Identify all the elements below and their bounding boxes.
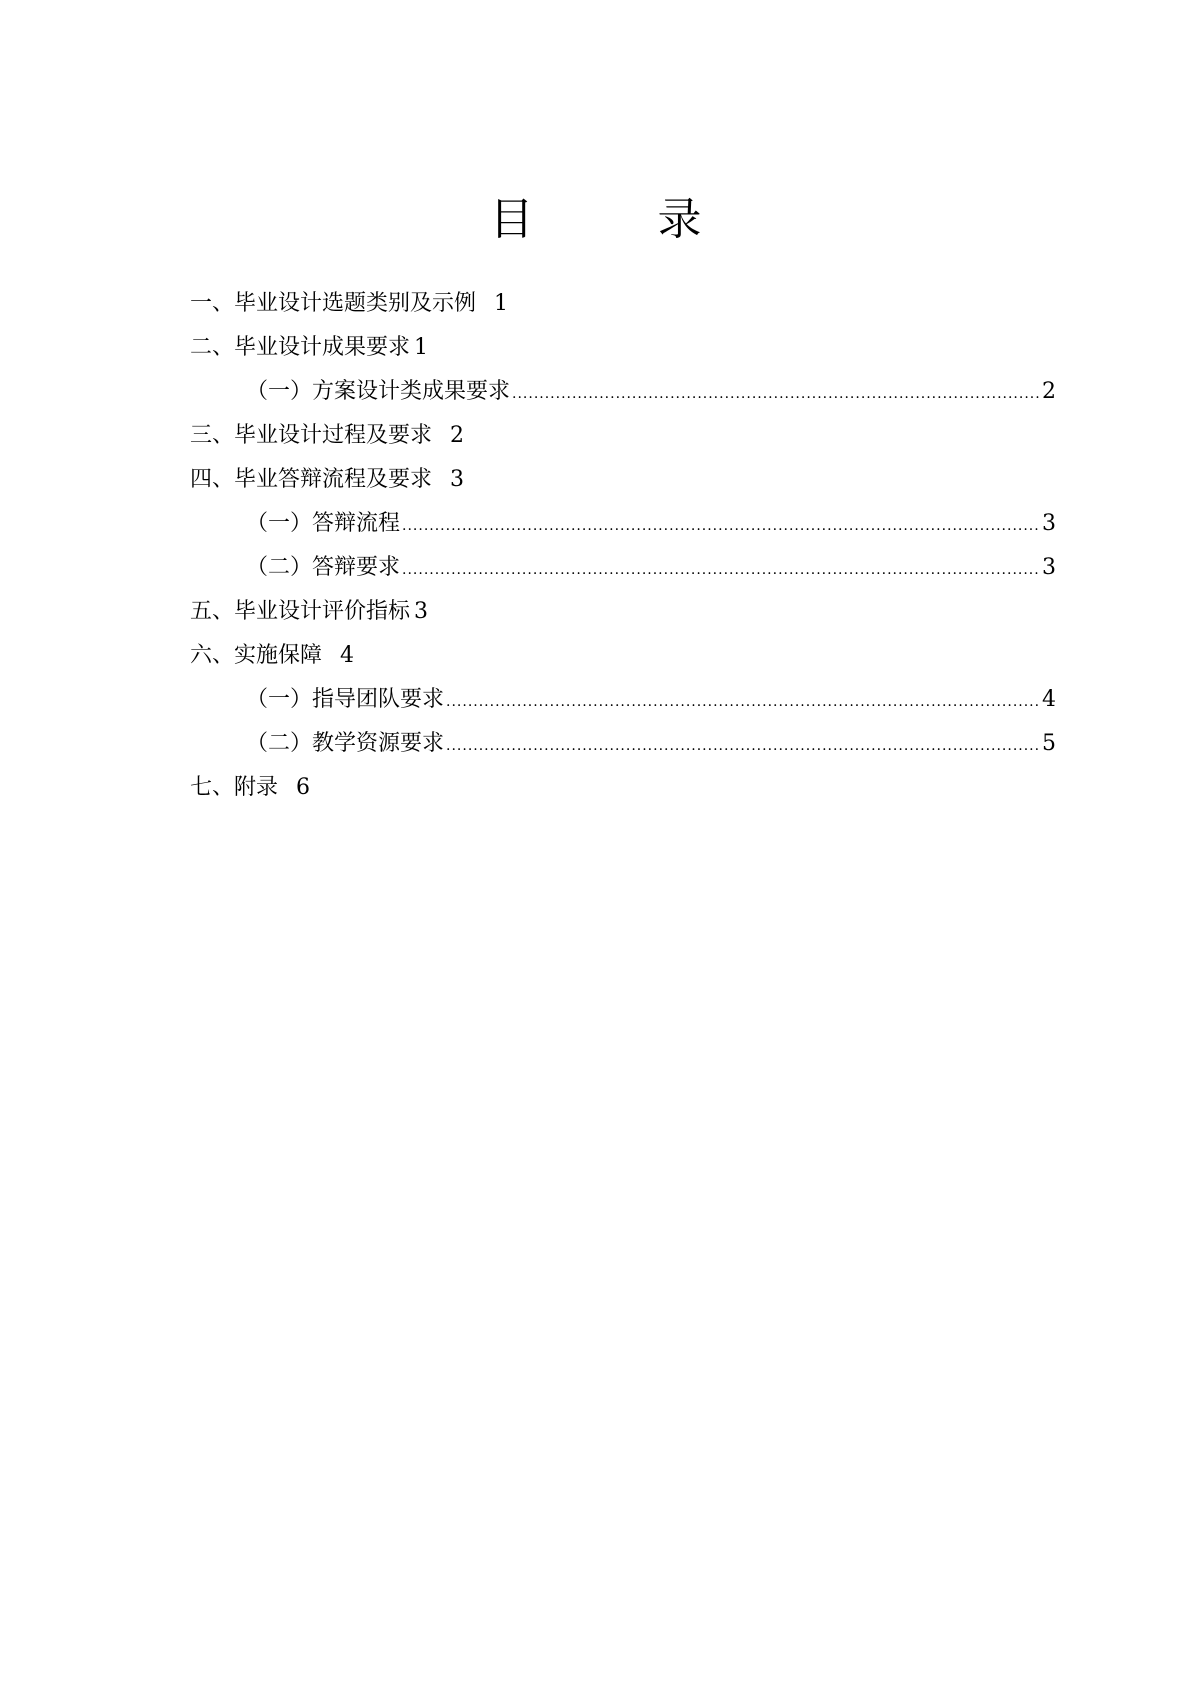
toc-subentry[interactable] — [190, 728, 1056, 772]
toc-entry-label: （二）教学资源要求 — [246, 731, 445, 756]
dot-leader — [446, 730, 1040, 762]
toc-entry[interactable] — [190, 596, 1056, 640]
toc-entry-label: 五、毕业设计评价指标 — [190, 599, 411, 624]
toc-entry-page: 3 — [450, 467, 465, 492]
toc-subentry[interactable] — [190, 552, 1056, 596]
toc-entry[interactable] — [190, 640, 1056, 684]
toc-entry[interactable] — [190, 772, 1056, 816]
dot-leader — [402, 554, 1040, 586]
dot-leader — [512, 378, 1040, 410]
toc-entry-label: （一）指导团队要求 — [246, 687, 445, 712]
toc-subentry[interactable] — [190, 684, 1056, 728]
toc-entry-page: 3 — [414, 599, 429, 624]
toc-subentry[interactable] — [190, 376, 1056, 420]
toc-entry-label: 七、附录 — [190, 775, 279, 800]
dot-leader — [446, 686, 1040, 718]
toc-entry-label: （一）答辩流程 — [246, 511, 401, 536]
toc-entry-label: 二、毕业设计成果要求 — [190, 335, 411, 360]
toc-entry-page: 4 — [1042, 687, 1056, 712]
toc-entry-page: 4 — [340, 643, 355, 668]
toc-entry-label: 六、实施保障 — [190, 643, 323, 668]
table-of-contents — [190, 288, 1056, 816]
toc-entry-page: 1 — [494, 291, 509, 316]
toc-entry-label: 一、毕业设计选题类别及示例 — [190, 291, 477, 316]
dot-leader — [402, 510, 1040, 542]
toc-entry-page: 2 — [450, 423, 465, 448]
toc-entry[interactable] — [190, 464, 1056, 508]
toc-entry-page: 2 — [1042, 379, 1056, 404]
toc-entry-page: 6 — [296, 775, 311, 800]
toc-entry-label: （一）方案设计类成果要求 — [246, 379, 511, 404]
toc-entry-page: 5 — [1042, 731, 1056, 756]
toc-title: 目 录 — [489, 194, 742, 245]
toc-entry-page: 3 — [1042, 511, 1056, 536]
toc-entry[interactable] — [190, 332, 1056, 376]
toc-entry[interactable] — [190, 420, 1056, 464]
toc-entry-page: 1 — [414, 335, 429, 360]
toc-entry-label: 三、毕业设计过程及要求 — [190, 423, 433, 448]
toc-entry[interactable] — [190, 288, 1056, 332]
toc-entry-page: 3 — [1042, 555, 1056, 580]
toc-entry-label: 四、毕业答辩流程及要求 — [190, 467, 433, 492]
toc-entry-label: （二）答辩要求 — [246, 555, 401, 580]
toc-subentry[interactable] — [190, 508, 1056, 552]
